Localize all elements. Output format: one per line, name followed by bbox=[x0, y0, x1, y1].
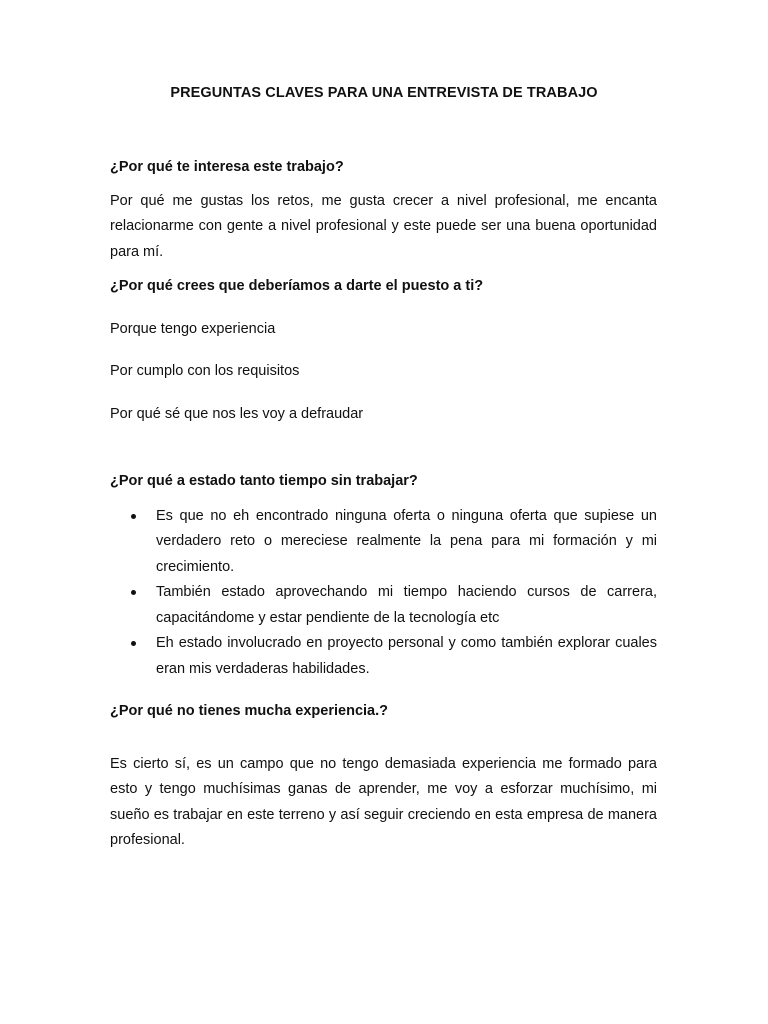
bullet-text: También estado aprovechando mi tiempo haciendo cursos de carrera, capacitándome y estar pendiente de la tecnología etc bbox=[156, 584, 657, 626]
question-2: ¿Por qué crees que deberíamos a darte el puesto a ti? bbox=[110, 278, 484, 294]
bullet-text: Es que no eh encontrado ninguna oferta o ninguna oferta que supiese un verdadero reto o mereciese realmente la pena para mi formación y mi crecimiento. bbox=[156, 507, 657, 575]
bullet-icon bbox=[131, 514, 136, 519]
question-4: ¿Por qué no tienes mucha experiencia.? bbox=[110, 703, 388, 719]
document-body bbox=[110, 155, 657, 854]
bullet-icon bbox=[131, 590, 136, 595]
answer-2-line-1: Porque tengo experiencia bbox=[110, 320, 276, 337]
list-item bbox=[110, 580, 657, 631]
question-3: ¿Por qué a estado tanto tiempo sin trabajar? bbox=[110, 473, 418, 489]
list-item bbox=[110, 631, 657, 682]
bullet-icon bbox=[131, 641, 136, 646]
answer-3-bullet-list bbox=[110, 504, 657, 683]
question-1: ¿Por qué te interesa este trabajo? bbox=[110, 159, 344, 175]
document-title: PREGUNTAS CLAVES PARA UNA ENTREVISTA DE TRABAJO bbox=[170, 85, 598, 101]
answer-2-line-3: Por qué sé que nos les voy a defraudar bbox=[110, 405, 364, 422]
answer-4: Es cierto sí, es un campo que no tengo demasiada experiencia me formado para esto y tengo muchísimas ganas de aprender, me voy a esforzar muchísimo, mi sueño es trabajar en este terreno y así seguir creciendo en esta empresa de manera profesional. bbox=[110, 755, 657, 848]
bullet-text: Eh estado involucrado en proyecto personal y como también explorar cuales eran mis verdaderas habilidades. bbox=[156, 635, 657, 677]
answer-1: Por qué me gustas los retos, me gusta crecer a nivel profesional, me encanta relacionarme con gente a nivel profesional y este puede ser una buena oportunidad para mí. bbox=[110, 192, 657, 260]
list-item bbox=[110, 504, 657, 581]
answer-2-line-2: Por cumplo con los requisitos bbox=[110, 363, 300, 379]
